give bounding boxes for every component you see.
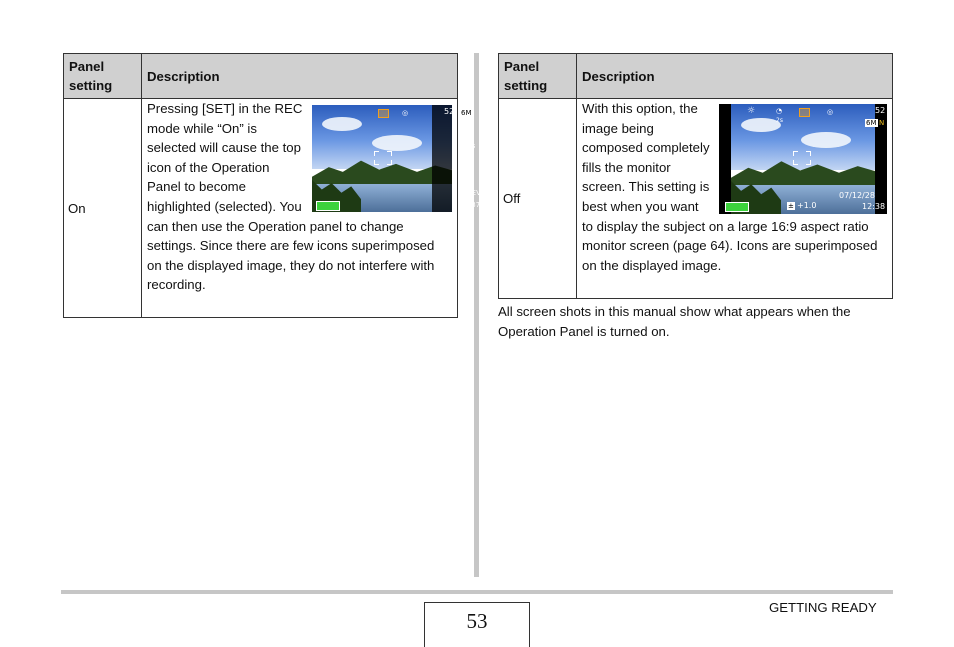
setting-value-off: Off (499, 99, 577, 299)
self-timer-icon: ◔ (776, 107, 783, 115)
flash-mode-text: A (466, 120, 472, 128)
shots-count: 52 (444, 107, 455, 116)
timer-text: 2s (467, 142, 476, 150)
image-size-icon: 6M (461, 109, 472, 117)
header-description: Description (577, 54, 893, 99)
header-description: Description (142, 54, 458, 99)
note-text: All screen shots in this manual show what appears when the Operation Panel is turned on. (498, 304, 851, 339)
description-text: With this option, the image being composed completely fills the monitor screen. This setting is best when you want to display the subject on a large 16:9 aspect ratio monitor screen (page 64). Icons are superimposed on the displayed image. (582, 101, 878, 273)
white-balance-icon: ☀ (463, 176, 472, 186)
self-timer-icon: ◔2s (461, 142, 476, 150)
description-text: Pressing [SET] in the REC mode while “On” is selected will cause the top icon of the Operation Panel to become highlighted (selected). You can then use the Operation panel to change settings. Since there are few icons superimposed on the displayed image, they do not interfere with recording. (147, 101, 435, 293)
table-row (499, 99, 893, 299)
header-panel-setting: Panel setting (499, 54, 577, 99)
table-header-row (499, 54, 893, 99)
date-display: 07/12/28 (839, 191, 875, 200)
page-number: 53 (424, 602, 530, 647)
table-header-row (64, 54, 458, 99)
header-panel-setting: Panel setting (64, 54, 142, 99)
focus-mode-icon (799, 108, 810, 117)
section-title: GETTING READY (769, 600, 877, 615)
face-detect-icon: ◎ (827, 108, 834, 116)
af-icon: AF (462, 131, 471, 139)
column-divider (474, 53, 479, 577)
table-row (64, 99, 458, 318)
focus-frame-icon (374, 151, 392, 165)
setting-value-on: On (64, 99, 142, 318)
face-detect-icon: ◎ (402, 109, 409, 117)
left-settings-table (63, 53, 481, 318)
shots-count: 52 (875, 106, 886, 115)
description-cell (142, 99, 481, 318)
sun-icon: ☼ (747, 106, 756, 116)
image-size-icon: 6M (866, 119, 877, 127)
battery-icon (316, 201, 340, 211)
quality-icon: N (879, 119, 885, 127)
ev-value: +1.0 (797, 201, 817, 210)
battery-icon (725, 202, 749, 212)
timer-text: 2s (776, 117, 783, 124)
camera-screen-image-on (312, 105, 481, 212)
focus-mode-icon (378, 109, 389, 118)
time-display: 12:38 (862, 202, 886, 211)
focus-frame-icon (793, 151, 811, 165)
right-settings-table (498, 53, 893, 299)
time-display: 15:37 (460, 201, 481, 209)
anti-shake-icon: ✢ (462, 154, 468, 162)
ev-value: -0.3EV (458, 189, 481, 197)
flash-auto-icon: ϟA (462, 120, 472, 128)
camera-screen-image-off (719, 104, 887, 214)
iso-icon: ISO (462, 166, 475, 174)
ev-icon: ± (788, 202, 794, 210)
description-cell (577, 99, 893, 299)
footer-rule (61, 590, 893, 594)
